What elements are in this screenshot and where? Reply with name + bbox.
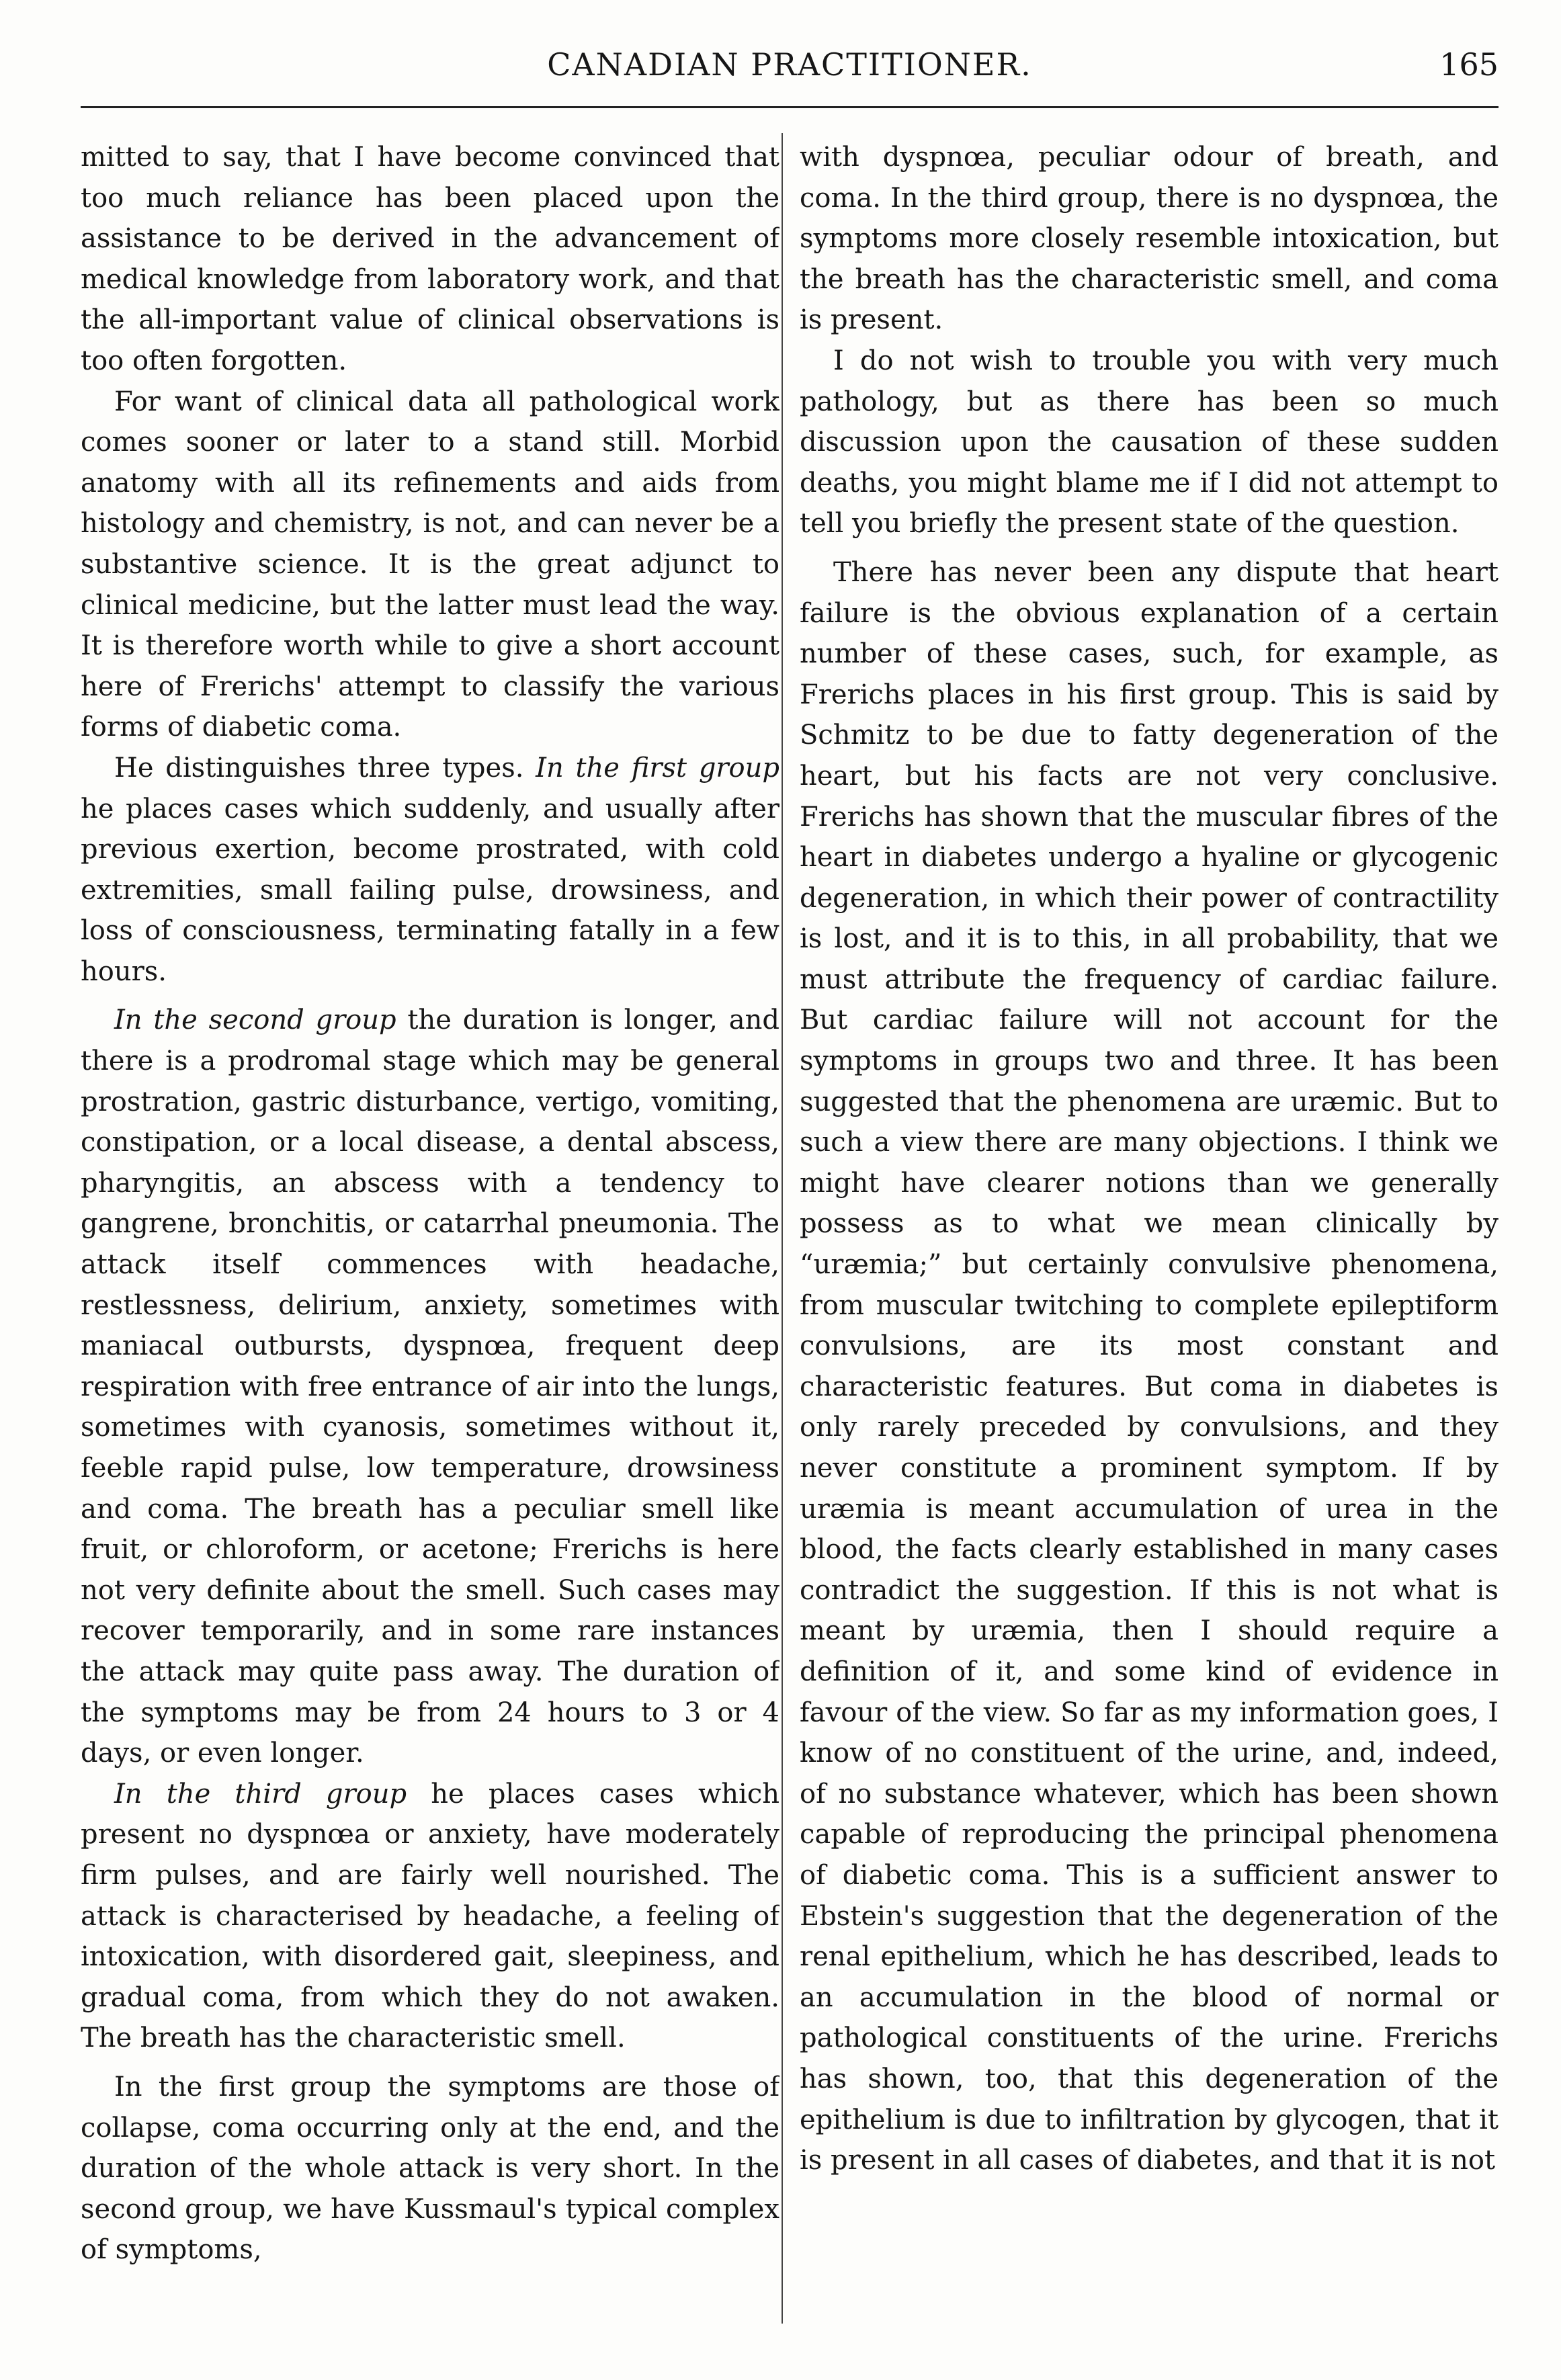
left-column xyxy=(81,137,779,2354)
paragraph: mitted to say, that I have become convinced that too much reliance has been placed upon the assistance to be derived in the advancement of medical knowledge from laboratory work, and that the all-important value of clinical observations is too often forgotten. xyxy=(81,142,779,376)
paragraph: There has never been any dispute that heart failure is the obvious explanation of a certain number of these cases, such, for example, as Frerichs places in his first group. This is said by Schmitz to be due to fatty degeneration of the heart, but his facts are not very conclusive. Frerichs has shown that the muscular fibres of the heart in diabetes undergo a hyaline or glycogenic degeneration, in which their power of contractility is lost, and it is to this, in all probability, that we must attribute the frequency of cardiac failure. But cardiac failure will not account for the symptoms in groups two and three. It has been suggested that the phenomena are uræmic. But to such a view there are many objections. I think we might have clearer notions than we generally possess as to what we mean clinically by “uræmia;” but certainly convulsive phenomena, from muscular twitching to complete epileptiform convulsions, are its most constant and characteristic features. But coma in diabetes is only rarely preceded by convulsions, and they never constitute a prominent symptom. If by uræmia is meant accumulation of urea in the blood, the facts clearly established in many cases contradict the suggestion. If this is not what is meant by uræmia, then I should require a definition of it, and some kind of evidence in favour of the view. So far as my information goes, I know of no constituent of the urine, and, indeed, of no substance whatever, which has been shown capable of reproducing the principal phenomena of diabetic coma. This is a sufficient answer to Ebstein's suggestion that the degeneration of the renal epithelium, which he has described, leads to an accumulation in the blood of normal or pathological constituents of the urine. Frerichs has shown, too, that this degeneration of the epithelium is due to infiltration by glycogen, that it is present in all cases of diabetes, and that it is not xyxy=(800,556,1499,2176)
emphasis-first-group: In the first group xyxy=(536,752,779,783)
paragraph: with dyspnœa, peculiar odour of breath, and coma. In the third group, there is no dyspnœa, the symptoms more closely resemble intoxication, but the breath has the characteristic smell, and coma is present. xyxy=(800,142,1499,336)
paragraph-lead: He distinguishes three types. xyxy=(114,752,536,783)
page-number: 165 xyxy=(1439,46,1499,83)
paragraph xyxy=(81,1774,779,2059)
header-rule xyxy=(81,106,1499,108)
paragraph: I do not wish to trouble you with very much pathology, but as there has been so much discussion upon the causation of these sudden deaths, you might blame me if I did not attempt to tell you briefly the present state of the question. xyxy=(800,345,1499,540)
column-divider xyxy=(782,133,783,2324)
emphasis-third-group: In the third group xyxy=(114,1778,407,1810)
paragraph-text: the duration is longer, and there is a prodromal stage which may be general prostration, gastric disturbance, vertigo, vomiting, constipation, or a local disease, a dental abscess, pharyngitis, an abscess with a tendency to gangrene, bronchitis, or catarrhal pneumonia. The attack itself commences with headache, restlessness, delirium, anxiety, sometimes with maniacal outbursts, dyspnœa, frequent deep respiration with free entrance of air into the lungs, sometimes with cyanosis, sometimes without it, feeble rapid pulse, low temperature, drowsiness and coma. The breath has a peculiar smell like fruit, or chloroform, or acetone; Frerichs is here not very definite about the smell. Such cases may recover temporarily, and in some rare instances the attack may quite pass away. The duration of the symptoms may be from 24 hours to 3 or 4 days, or even longer. xyxy=(81,1005,779,1769)
emphasis-second-group: In the second group xyxy=(114,1005,396,1036)
paragraph-text: he places cases which suddenly, and usually after previous exertion, become prostrated, with cold extremities, small failing pulse, drowsiness, and loss of consciousness, terminating fatally in a few hours. xyxy=(81,793,779,987)
paragraph xyxy=(81,1000,779,1773)
paragraph-text: he places cases which present no dyspnœa or anxiety, have moderately firm pulses, and are fairly well nourished. The attack is characterised by headache, a feeling of intoxication, with disordered gait, sleepiness, and gradual coma, from which they do not awaken. The breath has the characteristic smell. xyxy=(81,1778,779,2054)
paragraph: For want of clinical data all pathological work comes sooner or later to a stand still. Morbid anatomy with all its refinements and aids from histology and chemistry, is not, and can never be a substantive science. It is the great adjunct to clinical medicine, but the latter must lead the way. It is therefore worth while to give a short account here of Frerichs' attempt to classify the various forms of diabetic coma. xyxy=(81,386,779,743)
paragraph: In the first group the symptoms are those of collapse, coma occurring only at the end, and the duration of the whole attack is very short. In the second group, we have Kussmaul's typical complex of symptoms, xyxy=(81,2071,779,2266)
page-header xyxy=(81,38,1499,91)
right-column xyxy=(800,137,1499,2354)
running-title: CANADIAN PRACTITIONER. xyxy=(547,46,1032,83)
paragraph xyxy=(81,748,779,992)
